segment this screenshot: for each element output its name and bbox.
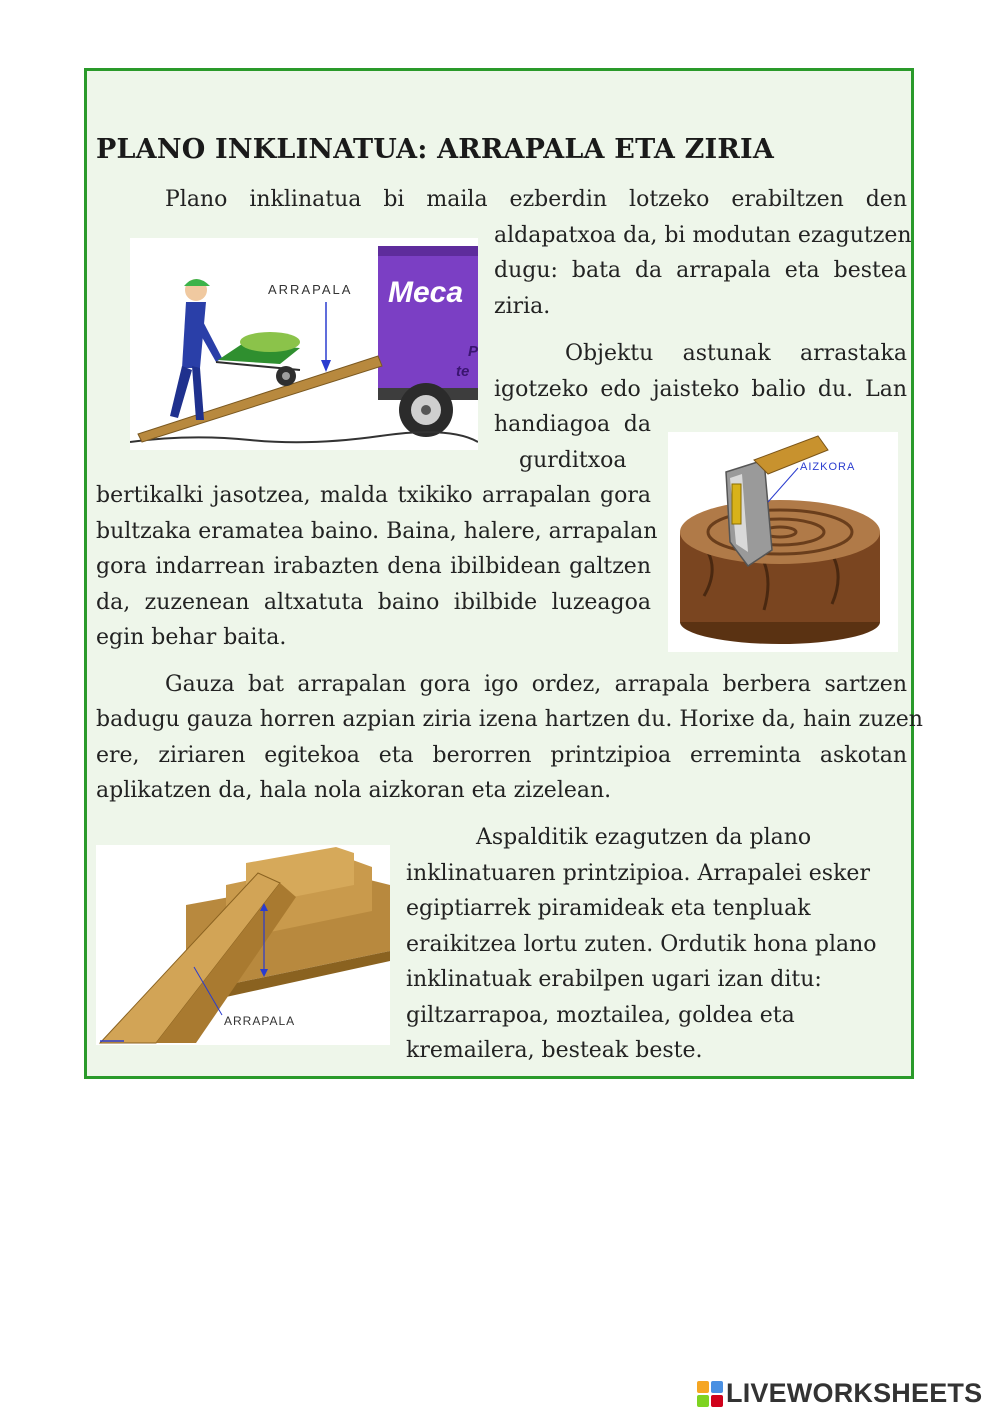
- paragraph2-line: igotzeko edo jaisteko balio du. Lan: [494, 377, 907, 402]
- worker-helmet: [184, 279, 210, 286]
- paragraph3-line: ere, ziriaren egitekoa eta berorren printzipioa erreminta askotan: [96, 743, 907, 768]
- paragraph4-line: egiptiarrek piramideak eta tenpluak: [406, 896, 811, 921]
- paragraph2-line: gora indarrean irabazten dena ibilbidean galtzen: [96, 554, 651, 579]
- axe-eye: [732, 484, 741, 524]
- brand-text: LIVEWORKSHEETS: [726, 1378, 983, 1408]
- worker-leg: [192, 366, 204, 420]
- ramp-arrow-head: [321, 360, 331, 372]
- ramp-truck-figure: [130, 238, 478, 450]
- paragraph4-line: eraikitzea lortu zuten. Ordutik hona plano: [406, 932, 877, 957]
- truck-subtext: P: [468, 343, 478, 360]
- logo-square: [711, 1395, 723, 1407]
- ramp-label: ARRAPALA: [268, 282, 353, 297]
- paragraph3-line: badugu gauza horren azpian ziria izena hartzen du. Horixe da, hain zuzen: [96, 707, 923, 732]
- paragraph1-line: Plano inklinatua bi maila ezberdin lotzeko erabiltzen den: [165, 187, 907, 212]
- pyramid-illustration: [96, 845, 390, 1045]
- paragraph2-line: Objektu astunak arrastaka: [565, 341, 907, 366]
- paragraph2-line: gurditxoa: [519, 448, 627, 473]
- paragraph2-line: egin behar baita.: [96, 625, 287, 650]
- paragraph4-line: giltzarrapoa, moztailea, goldea eta: [406, 1003, 795, 1028]
- truck-wheel-center: [421, 405, 431, 415]
- truck-text: Meca: [388, 276, 464, 309]
- truck-subtext: te: [456, 363, 470, 380]
- paragraph2-line: bertikalki jasotzea, malda txikiko arrapalan gora: [96, 483, 651, 508]
- axe-log-illustration: [668, 432, 898, 652]
- truck-roof: [378, 246, 478, 256]
- ramp-truck-illustration: [130, 238, 478, 450]
- logo-square: [697, 1395, 709, 1407]
- logo-square: [711, 1381, 723, 1393]
- axe-label: AIZKORA: [800, 461, 856, 473]
- paragraph4-line: kremailera, besteak beste.: [406, 1038, 703, 1063]
- paragraph1-line: ziria.: [494, 294, 551, 319]
- liveworksheets-logo-icon: [697, 1381, 723, 1407]
- axe-log-figure: [668, 432, 898, 652]
- axe-label-pointer: [768, 468, 798, 502]
- paragraph4-line: inklinatuak erabilpen ugari izan ditu:: [406, 967, 822, 992]
- page-title: PLANO INKLINATUA: ARRAPALA ETA ZIRIA: [96, 134, 774, 165]
- paragraph2-line: handiagoa da: [494, 412, 651, 437]
- pyramid-figure: [96, 845, 390, 1045]
- worker-leg: [170, 366, 192, 418]
- paragraph2-line: da, zuzenean altxatuta baino ibilbide luzeagoa: [96, 590, 651, 615]
- wheelbarrow-wheel-hub: [282, 372, 290, 380]
- paragraph2-line: bultzaka eramatea baino. Baina, halere, arrapalan: [96, 519, 658, 544]
- pyramid-label: ARRAPALA: [224, 1014, 296, 1028]
- paragraph4-line: inklinatuaren printzipioa. Arrapalei esker: [406, 861, 870, 886]
- wheelbarrow-load: [240, 332, 300, 352]
- paragraph4-line: Aspalditik ezagutzen da plano: [476, 825, 812, 850]
- paragraph1-line: aldapatxoa da, bi modutan ezagutzen: [494, 223, 912, 248]
- logo-square: [697, 1381, 709, 1393]
- paragraph1-line: dugu: bata da arrapala eta bestea: [494, 258, 907, 283]
- paragraph3-line: Gauza bat arrapalan gora igo ordez, arrapala berbera sartzen: [165, 672, 907, 697]
- paragraph3-line: aplikatzen da, hala nola aizkoran eta zizelean.: [96, 778, 612, 803]
- liveworksheets-brand[interactable]: [697, 1378, 982, 1409]
